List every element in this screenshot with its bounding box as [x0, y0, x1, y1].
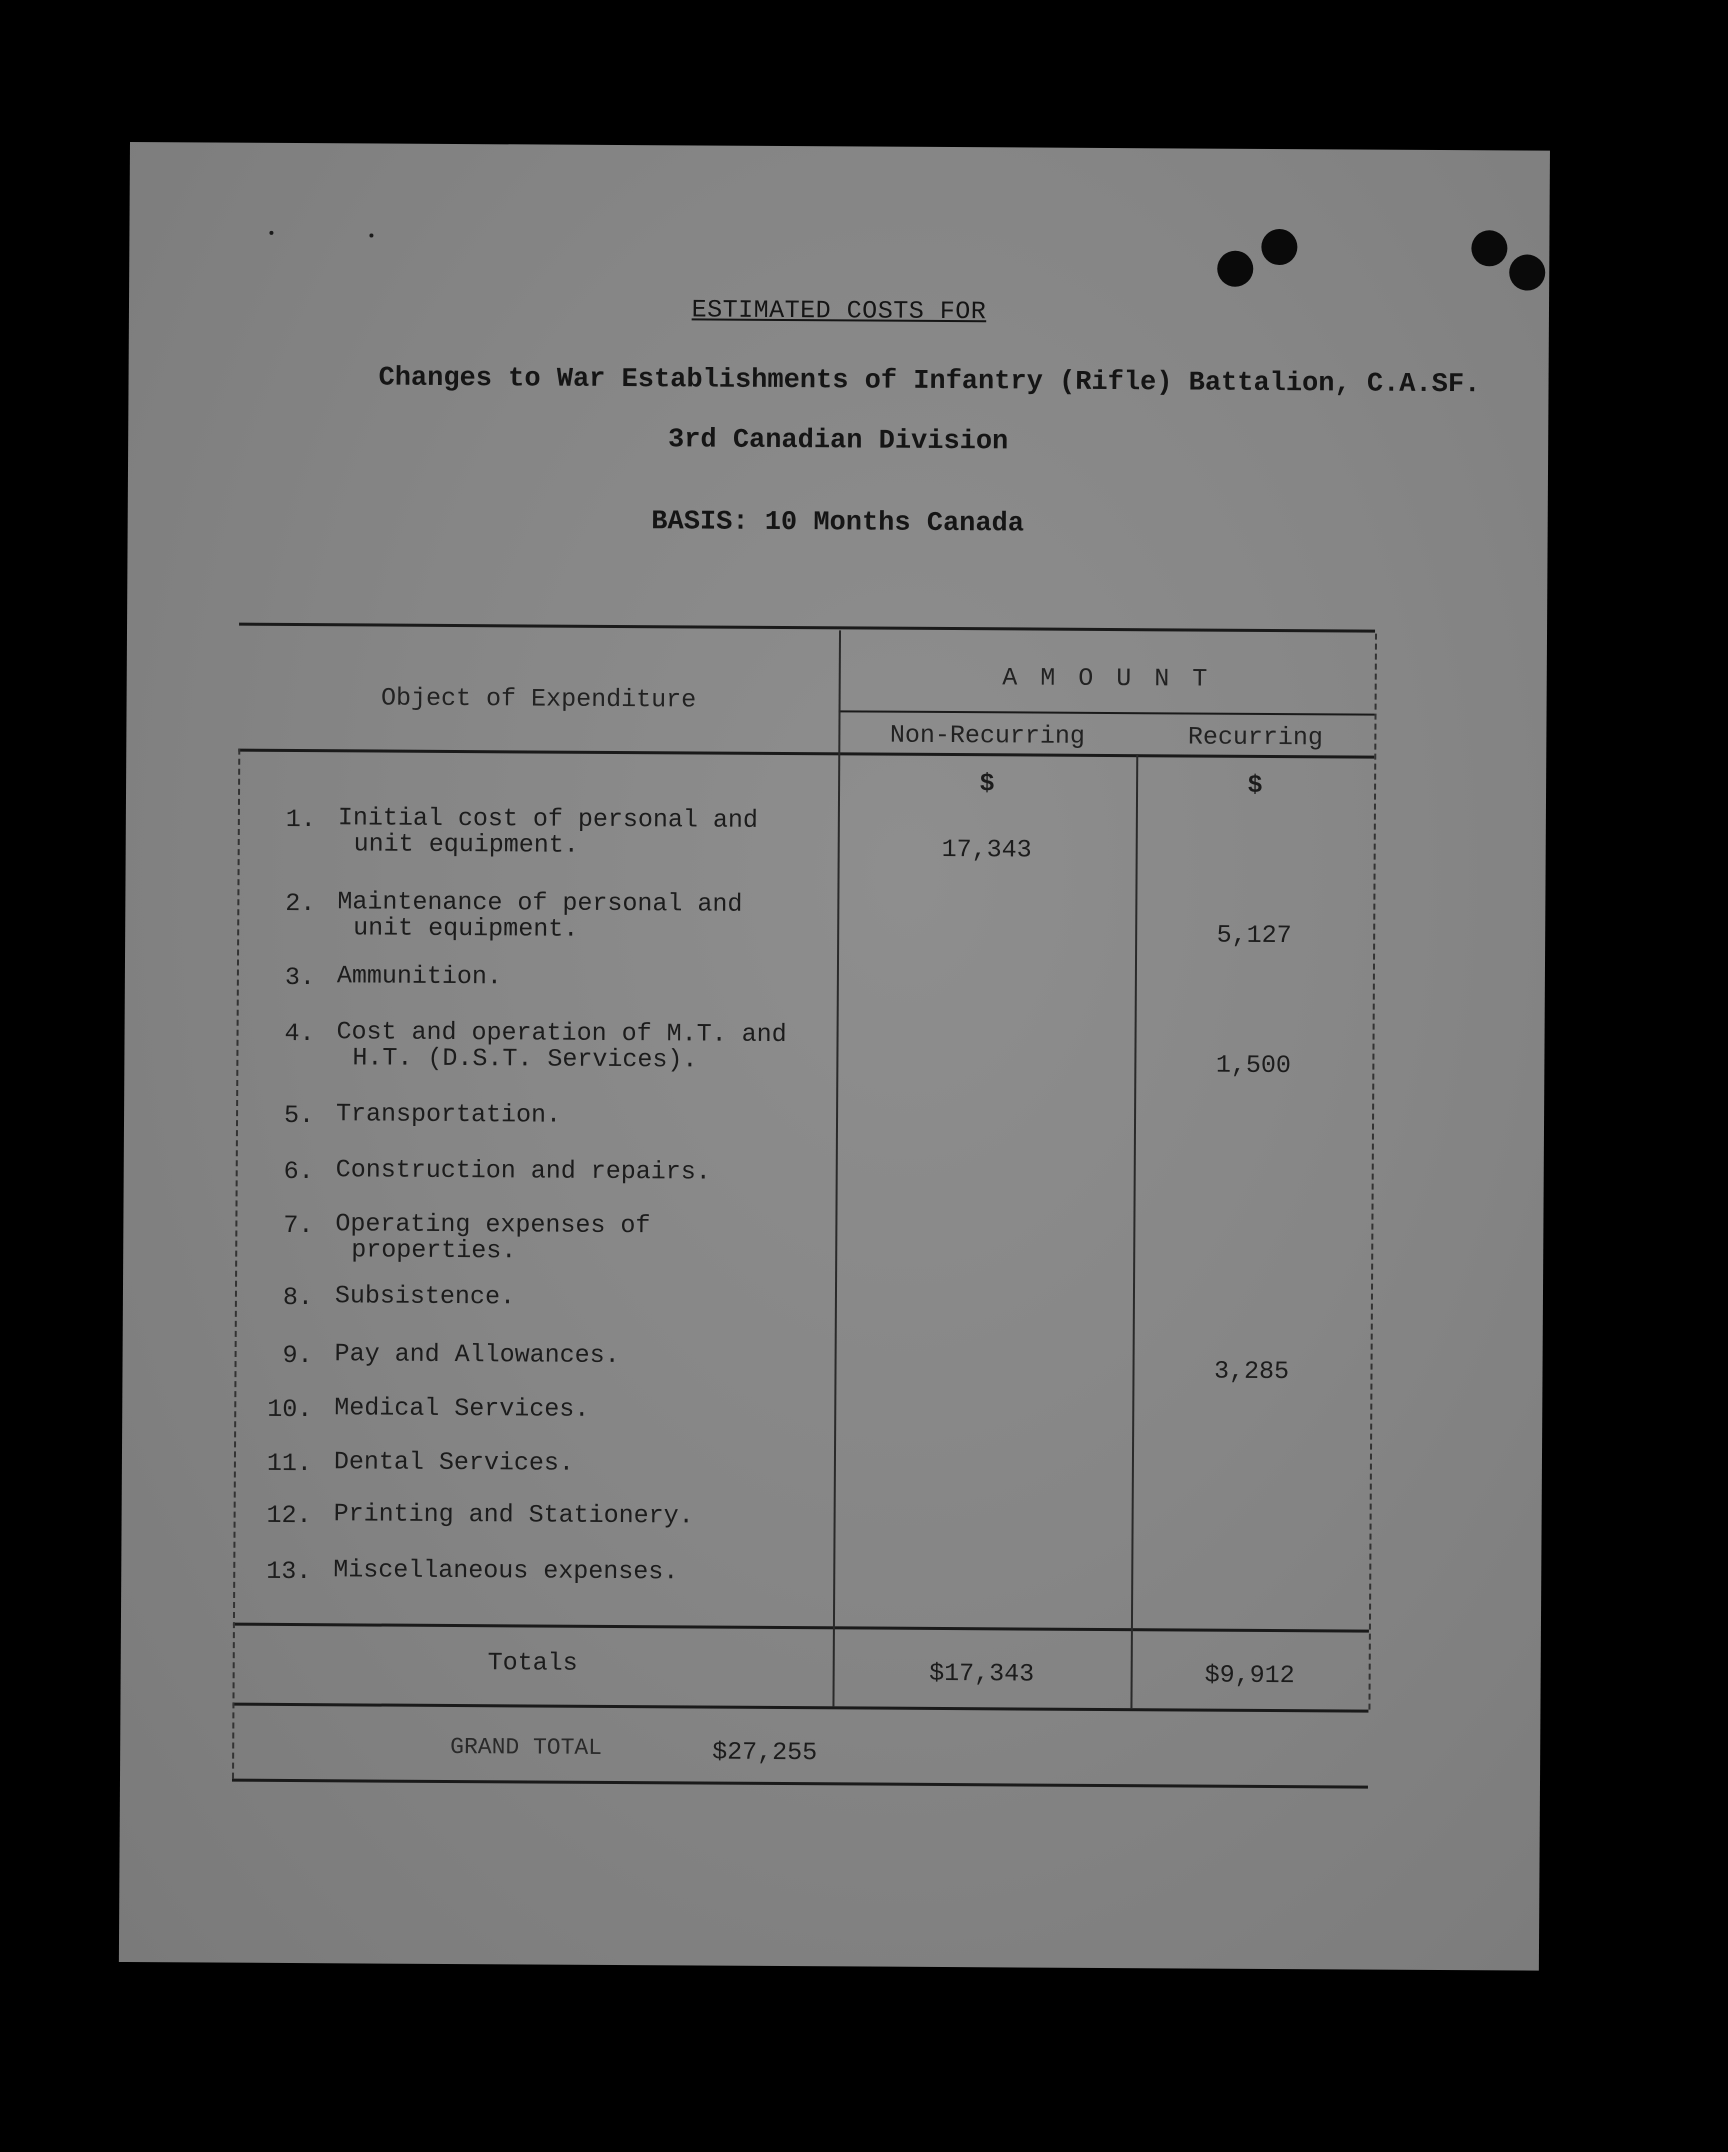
document-subtitle: Changes to War Establishments of Infantry (Rifle) Battalion, C.A.SF.	[378, 363, 1481, 401]
row-description-line: properties.	[351, 1235, 517, 1266]
row-description	[335, 1341, 620, 1369]
row-description	[335, 1211, 650, 1265]
punch-hole	[1261, 229, 1297, 265]
row-description	[337, 889, 742, 943]
row-number: 7.	[283, 1210, 314, 1241]
row-description-line: Construction and repairs.	[335, 1155, 711, 1187]
row-description-line: Operating expenses of	[335, 1209, 651, 1241]
recurring-header: Recurring	[1187, 722, 1323, 753]
row-description	[333, 1557, 678, 1585]
speck	[269, 231, 273, 235]
body-bottom-rule	[233, 1623, 1369, 1633]
totals-recurring: $9,912	[1204, 1660, 1295, 1691]
row-description-line: Ammunition.	[336, 961, 503, 992]
currency-symbol: $	[979, 769, 995, 799]
table-bottom-rule	[232, 1779, 1368, 1789]
row-description	[336, 1157, 711, 1185]
row-number: 11.	[266, 1448, 313, 1479]
row-number: 1.	[285, 804, 316, 835]
row-number: 3.	[284, 962, 315, 993]
row-description-line: Medical Services.	[334, 1393, 590, 1424]
row-number: 9.	[282, 1340, 313, 1371]
division-label: 3rd Canadian Division	[667, 425, 1009, 458]
row-description-line: Maintenance of personal and	[337, 887, 743, 919]
object-of-expenditure-header: Object of Expenditure	[380, 683, 697, 715]
totals-non-recurring: $17,343	[929, 1658, 1035, 1689]
row-recurring-amount: 1,500	[1215, 1050, 1291, 1081]
row-description	[338, 805, 758, 860]
basis-label: BASIS:	[651, 507, 749, 538]
row-number: 5.	[283, 1100, 315, 1131]
row-description	[334, 1395, 589, 1423]
speck	[369, 233, 373, 237]
document-title: ESTIMATED COSTS FOR	[691, 295, 987, 327]
currency-symbol: $	[1247, 770, 1263, 800]
punch-hole	[1509, 254, 1545, 290]
row-description	[336, 1019, 786, 1074]
row-description	[335, 1283, 515, 1310]
row-description-line: H.T. (D.S.T. Services).	[352, 1043, 698, 1075]
row-description-line: Initial cost of personal and	[337, 803, 759, 835]
punch-hole	[1217, 251, 1253, 287]
row-description	[336, 1101, 561, 1128]
row-description-line: Subsistence.	[334, 1281, 516, 1312]
grand-total-value: $27,255	[712, 1737, 818, 1768]
row-description-line: unit equipment.	[353, 829, 579, 860]
row-recurring-amount: 5,127	[1216, 920, 1292, 951]
amount-header-rule	[839, 710, 1375, 715]
row-description-line: Transportation.	[335, 1099, 562, 1130]
non-recurring-header: Non-Recurring	[889, 720, 1085, 751]
punch-hole	[1471, 230, 1507, 266]
row-number: 4.	[284, 1018, 315, 1049]
row-description-line: unit equipment.	[353, 913, 579, 944]
row-non-recurring-amount: 17,343	[941, 834, 1032, 865]
amount-header: A M O U N T	[1002, 663, 1212, 694]
grand-total-label: GRAND TOTAL	[450, 1733, 603, 1761]
totals-bottom-rule	[232, 1703, 1368, 1713]
row-description	[337, 963, 502, 990]
basis-value: 10 Months Canada	[764, 507, 1025, 540]
row-description-line: Pay and Allowances.	[334, 1339, 620, 1371]
row-recurring-amount: 3,285	[1213, 1356, 1290, 1387]
row-description-line: Printing and Stationery.	[333, 1499, 694, 1531]
row-number: 10.	[267, 1394, 313, 1425]
row-number: 2.	[285, 888, 316, 919]
row-description	[334, 1501, 694, 1529]
recurring-left-rule	[1130, 754, 1138, 1708]
table-top-rule	[239, 623, 1375, 633]
row-number: 6.	[283, 1156, 314, 1187]
basis-line	[128, 504, 1548, 543]
row-description-line: Cost and operation of M.T. and	[336, 1017, 787, 1050]
row-number: 13.	[266, 1556, 312, 1587]
row-description-line: Miscellaneous expenses.	[333, 1555, 679, 1587]
document-page	[119, 142, 1550, 1971]
row-description	[334, 1449, 574, 1476]
row-description-line: Dental Services.	[333, 1447, 575, 1478]
totals-label: Totals	[487, 1648, 578, 1678]
row-number: 12.	[266, 1500, 312, 1531]
row-number: 8.	[282, 1282, 314, 1313]
